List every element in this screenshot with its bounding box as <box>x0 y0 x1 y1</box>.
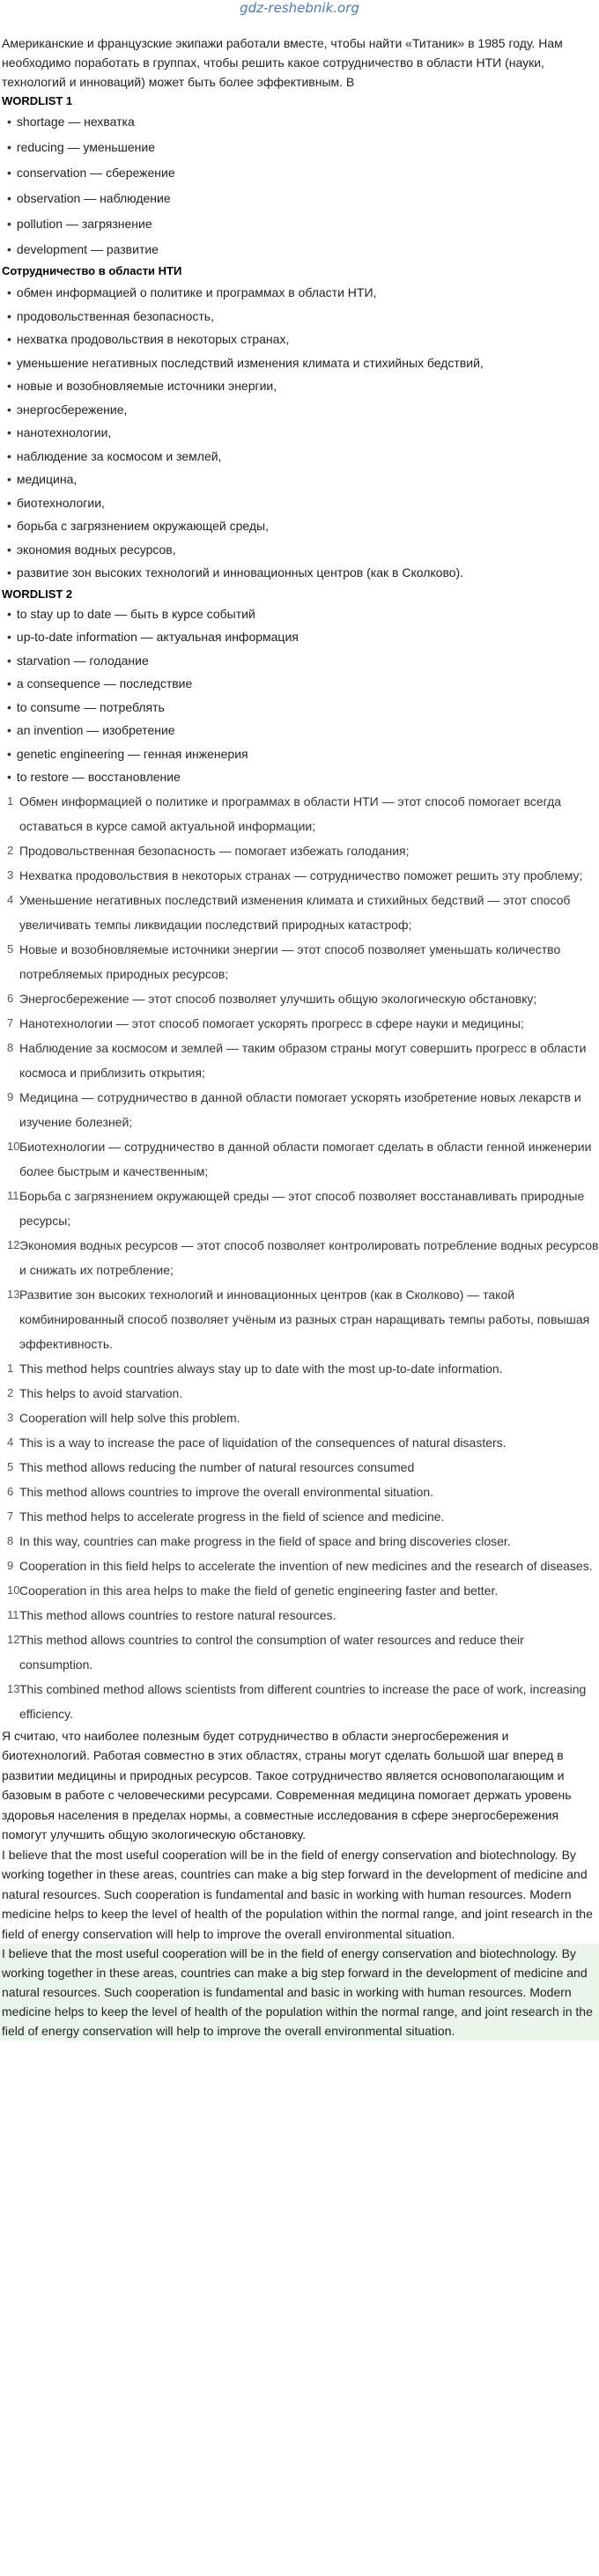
cooperation-item: • новые и возобновляемые источники энергии, <box>7 374 599 398</box>
en-answer-item <box>0 1628 599 1677</box>
wordlist2-item: • to stay up to date — быть в курсе событий <box>7 602 599 626</box>
en-answer-number: 4 <box>7 1435 14 1449</box>
cooperation-item: • развитие зон высоких технологий и инновационных центров (как в Сколково). <box>7 561 599 585</box>
ru-answer-item <box>0 863 599 888</box>
cooperation-item: • биотехнологии, <box>7 491 599 515</box>
conclusion-ru: Я считаю, что наиболее полезным будет сотрудничество в области энергосбережения и биотехнологий. Работая совместно в этих областях, страны могут сделать большой шаг вперед в развитии медицины и природных ресурсов. Такое сотрудничество является основополагающим и базовым в работе с человеческими ресурсами. Современная медицина помогает держать уровень здоровья населения в пределах нормы, а совместные исследования в сфере энергосбережения помогут улучшить общую экологическую обстановку. <box>2 1728 572 1842</box>
en-answer-number: 12 <box>7 1632 20 1646</box>
ru-answer-number: 4 <box>7 892 14 906</box>
cooperation-item: • нехватка продовольствия в некоторых странах, <box>7 328 599 351</box>
en-answer-text: This method helps to accelerate progress in the field of science and medicine. <box>19 1509 445 1524</box>
en-answer-number: 9 <box>7 1558 14 1572</box>
cooperation-item: • медицина, <box>7 468 599 491</box>
en-answer-number: 3 <box>7 1410 14 1424</box>
site-header <box>0 0 599 19</box>
ru-answer-text: Медицина — сотрудничество в данной области помогает ускорять изобретение новых лекарств и изучение болезней; <box>19 1089 581 1129</box>
en-answer-number: 10 <box>7 1583 20 1597</box>
cooperation-item: • экономия водных ресурсов, <box>7 538 599 562</box>
en-answer-item <box>0 1554 599 1578</box>
wordlist2-item: • to consume — потреблять <box>7 696 599 720</box>
en-answer-text: In this way, countries can make progress in the field of space and bring discoveries closer. <box>19 1533 511 1548</box>
wordlist1-list <box>0 109 599 262</box>
ru-answer-text: Энергосбережение — этот способ позволяет улучшить общую экологическую обстановку; <box>19 991 537 1006</box>
en-answer-text: Cooperation will help solve this problem. <box>19 1410 240 1425</box>
en-answer-item <box>0 1455 599 1480</box>
ru-answer-item <box>0 888 599 937</box>
cooperation-title: Сотрудничество в области НТИ <box>2 264 182 277</box>
en-answer-item <box>0 1406 599 1430</box>
ru-answer-item <box>0 986 599 1011</box>
ru-answer-text: Биотехнологии — сотрудничество в данной области помогает сделать в области генной инженерии более быстрым и качественным; <box>19 1139 592 1178</box>
ru-answer-number: 1 <box>7 793 14 808</box>
ru-answer-text: Нанотехнологии — этот способ помогает ускорять прогресс в сфере науки и медицины; <box>19 1015 524 1030</box>
cooperation-item: • уменьшение негативных последствий изменения климата и стихийных бедствий, <box>7 351 599 375</box>
en-answer-text: This combined method allows scientists from different countries to increase the pace of work, increasing efficiency. <box>19 1681 587 1721</box>
en-answer-item <box>0 1430 599 1455</box>
ru-answer-number: 5 <box>7 941 14 956</box>
en-answer-number: 13 <box>7 1681 20 1695</box>
ru-answer-text: Развитие зон высоких технологий и инновационных центров (как в Сколково) — такой комбинированный способ позволяет учёным из разных стран наращивать темпы работы, повышая эффективность. <box>19 1287 590 1351</box>
en-answer-text: This method allows countries to improve the overall environmental situation. <box>19 1484 434 1499</box>
cooperation-item: • продовольственная безопасность, <box>7 305 599 328</box>
en-answer-text: This helps to avoid starvation. <box>19 1385 183 1400</box>
wordlist1-item: • reducing — уменьшение <box>7 135 599 160</box>
ru-answer-item <box>0 1233 599 1282</box>
site-logo[interactable]: gdz-reshebnik.org <box>240 0 359 16</box>
en-answer-number: 8 <box>7 1533 14 1547</box>
wordlist2-list <box>0 602 599 789</box>
wordlist2-item: • up-to-date information — актуальная информация <box>7 625 599 649</box>
wordlist1-title: WORDLIST 1 <box>2 94 73 107</box>
en-answer-text: This method allows countries to restore natural resources. <box>19 1607 336 1622</box>
wordlist1-item: • observation — наблюдение <box>7 186 599 211</box>
ru-answer-number: 12 <box>7 1237 20 1251</box>
en-answer-item <box>0 1504 599 1529</box>
ru-answer-text: Наблюдение за космосом и землей — таким образом страны могут совершить прогресс в области космоса и приблизить открытия; <box>19 1040 587 1080</box>
ru-answer-item <box>0 838 599 863</box>
en-answer-text: This method allows reducing the number of natural resources consumed <box>19 1459 415 1474</box>
ru-answer-number: 8 <box>7 1040 14 1054</box>
ru-answers-list <box>0 789 599 1356</box>
wordlist1-item: • conservation — сбережение <box>7 160 599 186</box>
ru-answer-text: Обмен информацией о политике и программах в области НТИ — этот способ помогает всегда оставаться в курсе самой актуальной информации; <box>19 793 562 833</box>
en-answers-list <box>0 1356 599 1726</box>
ru-answer-item <box>0 1011 599 1036</box>
ru-answer-item <box>0 1282 599 1356</box>
ru-answer-text: Новые и возобновляемые источники энергии — этот способ позволяет уменьшать количество потребляемых природных ресурсов; <box>19 941 561 981</box>
en-answer-text: This method allows countries to control the consumption of water resources and reduce their consumption. <box>19 1632 524 1672</box>
en-answer-number: 5 <box>7 1459 14 1473</box>
ru-answer-item <box>0 1036 599 1085</box>
wordlist1-item: • development — развитие <box>7 237 599 262</box>
en-answer-item <box>0 1578 599 1603</box>
wordlist2-item: • genetic engineering — генная инженерия <box>7 742 599 766</box>
wordlist1-item: • shortage — нехватка <box>7 109 599 135</box>
ru-answer-item <box>0 1184 599 1233</box>
ru-answer-number: 9 <box>7 1089 14 1103</box>
en-answer-number: 1 <box>7 1361 14 1375</box>
ru-answer-number: 7 <box>7 1015 14 1030</box>
en-answer-number: 6 <box>7 1484 14 1498</box>
conclusion-en-highlight: I believe that the most useful cooperation will be in the field of energy conservation and biotechnology. By working together in these areas, countries can make a big step forward in the development of medicine and natural resources. Such cooperation is fundamental and basic in working with human resources. Modern medicine helps to keep the level of health of the population within the normal range, and joint research in the field of energy conservation will help to improve the overall environmental situation. <box>0 1944 599 2041</box>
wordlist2-item: • an invention — изобретение <box>7 719 599 742</box>
en-answer-item <box>0 1677 599 1726</box>
ru-answer-number: 6 <box>7 991 14 1005</box>
ru-answer-item <box>0 937 599 986</box>
en-answer-text: This is a way to increase the pace of liquidation of the consequences of natural disasters. <box>19 1435 507 1450</box>
ru-answer-number: 13 <box>7 1287 20 1301</box>
en-answer-item <box>0 1603 599 1628</box>
ru-answer-item <box>0 789 599 838</box>
cooperation-item: • обмен информацией о политике и программах в области НТИ, <box>7 281 599 305</box>
ru-answer-number: 2 <box>7 843 14 857</box>
intro-text: Американские и французские экипажи работали вместе, чтобы найти «Титаник» в 1985 году. Нам необходимо поработать в группах, чтобы решить какое сотрудничество в области НТИ (науки, технологий и инноваций) может быть более эффективным. В <box>2 36 563 89</box>
cooperation-item: • нанотехнологии, <box>7 421 599 445</box>
en-answer-item <box>0 1356 599 1381</box>
ru-answer-number: 10 <box>7 1139 20 1153</box>
en-answer-number: 7 <box>7 1509 14 1523</box>
wordlist2-title: WORDLIST 2 <box>2 587 73 601</box>
ru-answer-item <box>0 1085 599 1134</box>
en-answer-number: 11 <box>7 1607 19 1621</box>
en-answer-item <box>0 1529 599 1554</box>
ru-answer-text: Уменьшение негативных последствий изменения климата и стихийных бедствий — этот способ увеличивать темпы ликвидации последствий природных катастроф; <box>19 892 571 932</box>
en-answer-number: 2 <box>7 1385 14 1399</box>
conclusion-en: I believe that the most useful cooperation will be in the field of energy conservation and biotechnology. By working together in these areas, countries can make a big step forward in the development of medicine and natural resources. Such cooperation is fundamental and basic in working with human resources. Modern medicine helps to keep the level of health of the population within the normal range, and joint research in the field of energy conservation will help to improve the overall environmental situation. <box>2 1847 593 1941</box>
cooperation-item: • борьба с загрязнением окружающей среды, <box>7 514 599 538</box>
wordlist2-item: • a consequence — последствие <box>7 672 599 696</box>
en-answer-text: Cooperation in this area helps to make the field of genetic engineering faster and better. <box>19 1583 499 1598</box>
ru-answer-text: Борьба с загрязнением окружающей среды — этот способ позволяет восстанавливать природные ресурсы; <box>19 1188 585 1228</box>
ru-answer-text: Нехватка продовольствия в некоторых странах — сотрудничество поможет решить эту проблему; <box>19 867 583 882</box>
cooperation-list <box>0 281 599 585</box>
wordlist2-item: • starvation — голодание <box>7 649 599 673</box>
ru-answer-text: Продовольственная безопасность — помогает избежать голодания; <box>19 843 410 858</box>
ru-answer-number: 11 <box>7 1188 19 1202</box>
ru-answer-number: 3 <box>7 867 14 882</box>
en-answer-text: Cooperation in this field helps to accelerate the invention of new medicines and the research of diseases. <box>19 1558 593 1573</box>
en-answer-text: This method helps countries always stay up to date with the most up-to-date information. <box>19 1361 503 1376</box>
cooperation-item: • наблюдение за космосом и землей, <box>7 445 599 469</box>
cooperation-item: • энергосбережение, <box>7 398 599 422</box>
en-answer-item <box>0 1480 599 1504</box>
ru-answer-item <box>0 1134 599 1184</box>
wordlist1-item: • pollution — загрязнение <box>7 211 599 237</box>
en-answer-item <box>0 1381 599 1406</box>
wordlist2-item: • to restore — восстановление <box>7 765 599 789</box>
ru-answer-text: Экономия водных ресурсов — этот способ позволяет контролировать потребление водных ресурсов и снижать их потребление; <box>19 1237 599 1277</box>
